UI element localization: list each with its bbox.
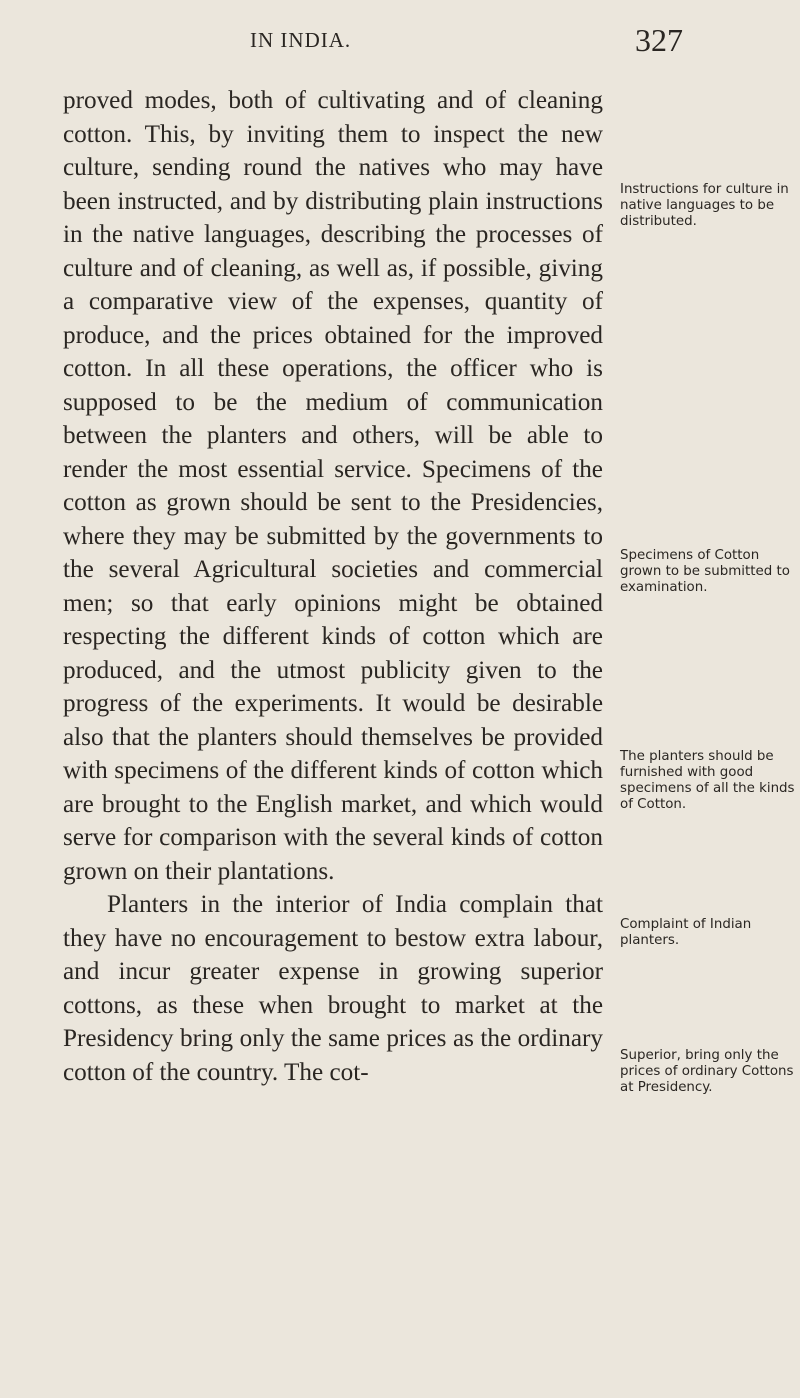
paragraph: proved modes, both of cultivating and of cleaning cotton. This, by inviting them to inspect the new culture, sending round the natives who may have been instructed, and by distributing plain instructions in the native languages, describing the processes of culture and of cleaning, as well as, if possible, giving a comparative view of the expenses, quantity of produce, and the prices obtained for the improved cotton. In all these operations, the officer who is supposed to be the medium of communication between the planters and others, will be able to render the most essential service. Specimens of the cotton as grown should be sent to the Presidencies, where they may be submitted by the governments to the several Agricultural societies and commercial men; so that early opinions might be obtained respecting the different kinds of cotton which are produced, and the utmost publicity given to the progress of the experiments. It would be desirable also that the planters should themselves be provided with specimens of the different kinds of cotton which are brought to the English market, and which would serve for comparison with the several kinds of cotton grown on their plantations. — [63, 87, 603, 885]
marginal-note: Complaint of Indian planters. — [620, 917, 752, 948]
paragraph: Planters in the interior of India complain that they have no encouragement to bestow extra labour, and incur greater expense in growing superior cottons, as these when brought to market at the Presidency bring only the same prices as the ordinary cotton of the country. The cot- — [63, 891, 603, 1086]
marginal-note: Specimens of Cotton grown to be submitted to examination. — [620, 548, 790, 595]
marginal-note: The planters should be furnished with good specimens of all the kinds of Cotton. — [620, 749, 795, 812]
page-number: 327 — [635, 22, 683, 58]
main-text — [63, 84, 603, 1089]
running-head: IN INDIA. — [250, 28, 352, 52]
marginal-note: Instructions for culture in native languages to be distributed. — [620, 182, 789, 229]
marginal-note: Superior, bring only the prices of ordinary Cottons at Presidency. — [620, 1048, 794, 1095]
